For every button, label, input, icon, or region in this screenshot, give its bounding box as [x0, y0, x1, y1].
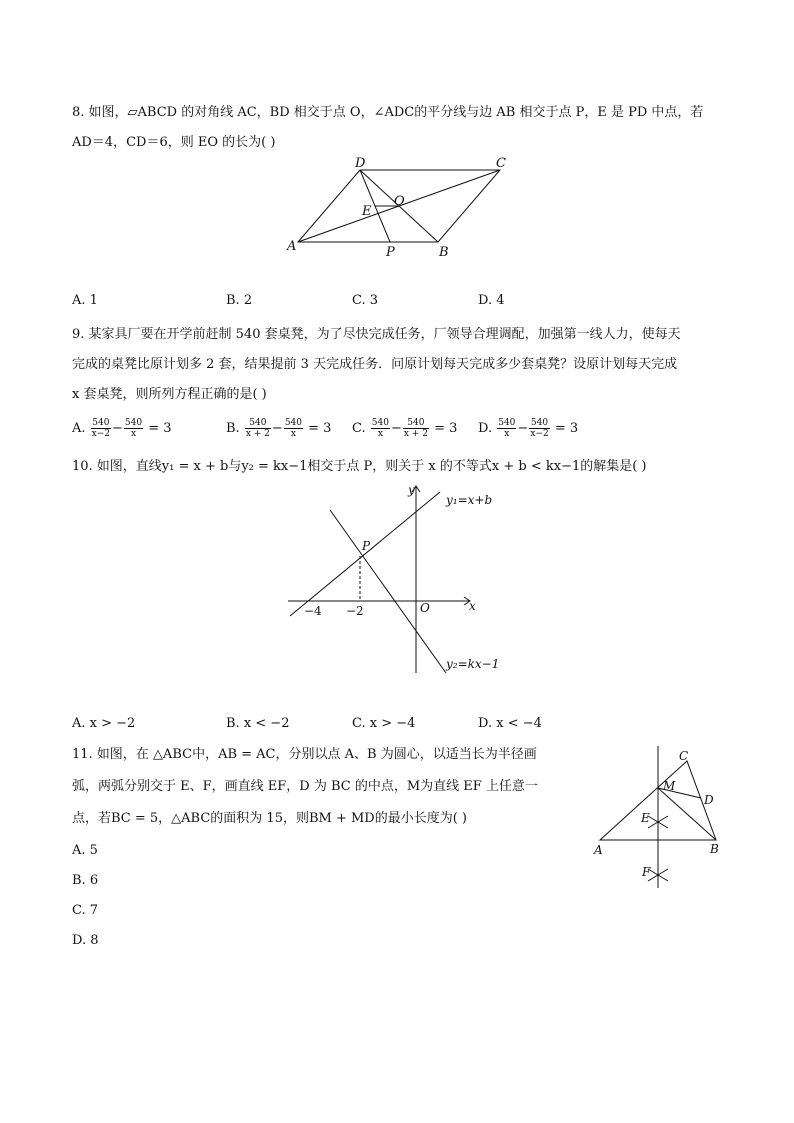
q11-label-m: M	[663, 779, 676, 793]
q11-text-line1: 11. 如图，在 △ABC中，AB = AC，分别以点 A、B 为圆心，以适当长为半径画	[72, 747, 537, 762]
q9-option-d: D. $\frac{540}{x}$ − $\frac{540}{x-2}$ = 3	[478, 418, 579, 439]
q11-option-b: B. 6	[72, 873, 99, 888]
q9-option-c: C. $\frac{540}{x}$ − $\frac{540}{x + 2}$ = 3	[352, 418, 458, 439]
q10-label-line2: y₂=kx−1	[446, 657, 500, 671]
q9-option-a: A. $\frac{540}{x-2}$ − $\frac{540}{x}$ = 3	[72, 418, 172, 439]
q11-option-c: C. 7	[72, 903, 99, 918]
q9-text-line1: 9. 某家具厂要在开学前赶制 540 套桌凳，为了尽快完成任务，厂领导合理调配，加强第一线人力，使每天	[72, 327, 681, 342]
q11-label-d: D	[704, 793, 714, 807]
q10-graph-figure	[280, 478, 520, 683]
q10-option-d: D. x < −4	[478, 716, 542, 731]
q10-option-b: B. x < −2	[226, 716, 290, 731]
q8-option-b: B. 2	[226, 293, 253, 308]
q11-label-f: F	[642, 865, 651, 879]
q9-text-line3: x 套桌凳，则所列方程正确的是( )	[72, 387, 267, 402]
q9-text-line2: 完成的桌凳比原计划多 2 套，结果提前 3 天完成任务．问原计划每天完成多少套桌凳？设原计划每天完成	[72, 357, 678, 372]
q10-label-o: O	[420, 601, 430, 615]
q10-label-minus4: −4	[304, 604, 322, 618]
q11-text-line2: 弧，两弧分别交于 E、F，画直线 EF，D 为 BC 的中点，M为直线 EF 上任意一	[72, 779, 538, 794]
q8-label-c: C	[496, 156, 506, 171]
q8-label-a: A	[287, 239, 297, 254]
q11-option-d: D. 8	[72, 933, 99, 948]
q10-label-minus2: −2	[346, 604, 364, 618]
q8-text-line2: AD＝4，CD＝6，则 EO 的长为( )	[72, 135, 276, 150]
q11-label-c: C	[679, 749, 689, 763]
q11-label-b: B	[710, 842, 719, 856]
q10-label-y: y	[408, 483, 415, 497]
q8-option-a: A. 1	[72, 293, 98, 308]
q10-option-c: C. x > −4	[352, 716, 416, 731]
q10-label-p: P	[362, 539, 371, 553]
q8-label-p: P	[386, 245, 395, 260]
q8-label-o: O	[394, 194, 405, 209]
q11-label-a: A	[594, 843, 603, 857]
q10-option-a: A. x > −2	[72, 716, 136, 731]
q8-parallelogram-figure	[280, 155, 520, 265]
q11-label-e: E	[641, 811, 650, 825]
q8-option-c: C. 3	[352, 293, 379, 308]
q10-label-x: x	[469, 599, 476, 613]
q8-label-d: D	[355, 156, 366, 171]
q11-option-a: A. 5	[72, 843, 98, 858]
q9-option-b: B. $\frac{540}{x + 2}$ − $\frac{540}{x}$ = 3	[226, 418, 332, 439]
q10-text-line1: 10. 如图，直线y₁ = x + b与y₂ = kx−1相交于点 P，则关于 x 的不等式x + b < kx−1的解集是( )	[72, 459, 647, 474]
q11-text-line3: 点，若BC = 5，△ABC的面积为 15，则BM + MD的最小长度为( )	[72, 811, 468, 826]
line-y1	[290, 492, 440, 616]
q8-text-line1: 8. 如图，▱ABCD 的对角线 AC，BD 相交于点 O，∠ADC的平分线与边 AB 相交于点 P，E 是 PD 中点，若	[72, 105, 704, 120]
q8-label-e: E	[362, 204, 372, 219]
q8-option-d: D. 4	[478, 293, 505, 308]
q11-triangle-figure	[588, 742, 728, 892]
q10-label-line1: y₁=x+b	[446, 493, 493, 507]
q8-label-b: B	[439, 245, 449, 260]
